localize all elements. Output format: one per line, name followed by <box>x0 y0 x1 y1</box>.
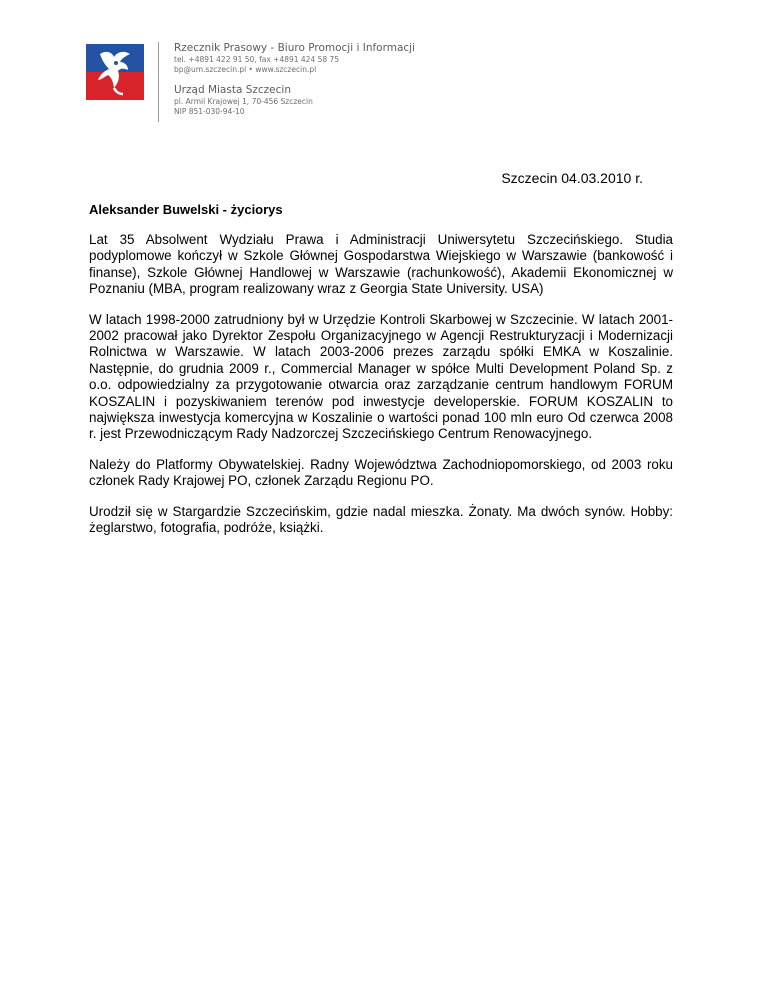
letterhead-divider <box>158 42 159 122</box>
letterhead <box>86 40 426 122</box>
contact-phone: tel. +4891 422 91 50, fax +4891 424 58 75 <box>174 55 340 64</box>
office-nip: NIP 851-030-94-10 <box>174 107 245 116</box>
office-name: Urząd Miasta Szczecin <box>174 84 291 96</box>
document-body <box>89 232 673 551</box>
paragraph-personal: Urodził się w Stargardzie Szczecińskim, gdzie nadal mieszka. Żonaty. Ma dwóch synów. Hobby: żeglarstwo, fotografia, podróże, książki. <box>89 503 673 536</box>
office-address: pl. Armii Krajowej 1, 70-456 Szczecin <box>174 97 313 106</box>
letterhead-text <box>174 42 474 117</box>
contact-web: bp@um.szczecin.pl • www.szczecin.pl <box>174 65 317 74</box>
szczecin-city-logo <box>86 44 144 100</box>
org-title: Rzecznik Prasowy - Biuro Promocji i Informacji <box>174 42 416 54</box>
paragraph-career: W latach 1998-2000 zatrudniony był w Urzędzie Kontroli Skarbowej w Szczecinie. W latach 2001-2002 pracował jako Dyrektor Zespołu Organizacyjnego w Agencji Restrukturyzacji i Modernizacji Rolnictwa w Warszawie. W latach 2003-2006 prezes zarządu spółki EMKA w Koszalinie. Następnie, do grudnia 2009 r., Commercial Manager w spółce Multi Development Poland Sp. z o.o. odpowiedzialny za przygotowanie otwarcia oraz zarządzanie centrum handlowym FORUM KOSZALIN i pozyskiwaniem terenów pod inwestycje developerskie. FORUM KOSZALIN to największa inwestycja komercyjna w Koszalinie o wartości ponad 100 mln euro Od czerwca 2008 r. jest Przewodniczącym Rady Nadzorczej Szczecińskiego Centrum Renowacyjnego. <box>89 311 673 442</box>
paragraph-politics: Należy do Platformy Obywatelskiej. Radny Województwa Zachodniopomorskiego, od 2003 roku członek Rady Krajowej PO, członek Zarządu Regionu PO. <box>89 456 673 489</box>
paragraph-education: Lat 35 Absolwent Wydziału Prawa i Administracji Uniwersytetu Szczecińskiego. Studia podyplomowe kończył w Szkole Głównej Gospodarstwa Wiejskiego w Warszawie (bankowość i finanse), Szkole Głównej Handlowej w Warszawie (rachunkowość), Akademii Ekonomicznej w Poznaniu (MBA, program realizowany wraz z Georgia State University. USA) <box>89 232 673 297</box>
document-date: Szczecin 04.03.2010 r. <box>501 170 643 186</box>
document-title: Aleksander Buwelski - życiorys <box>89 202 283 217</box>
